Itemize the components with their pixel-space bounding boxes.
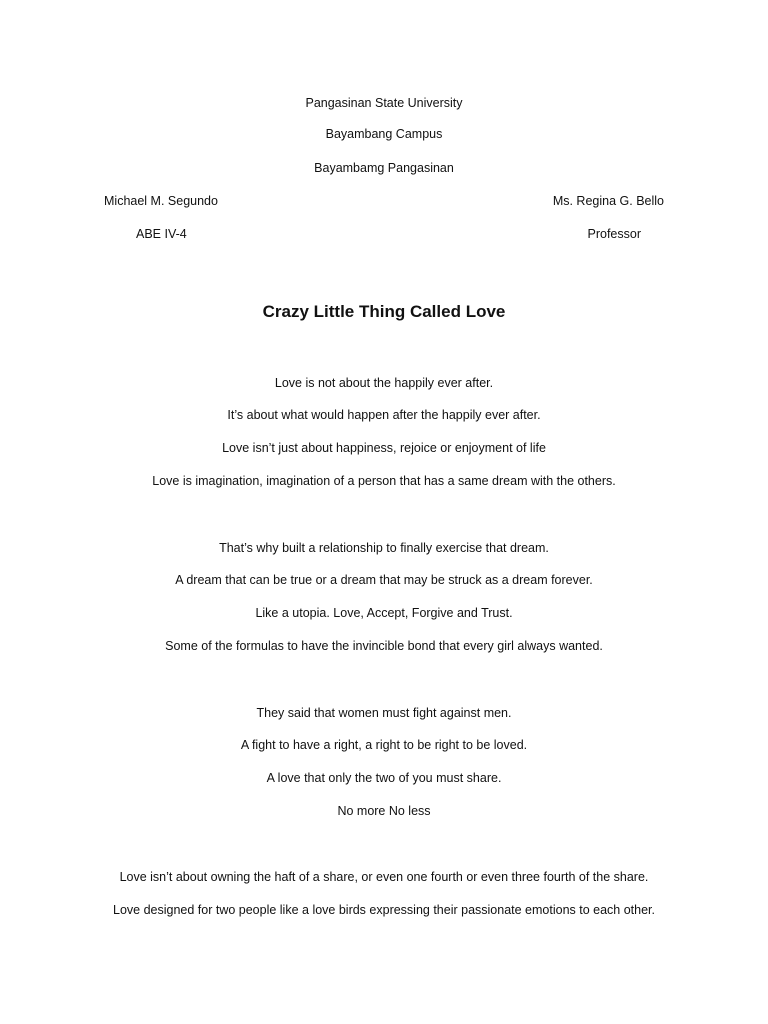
document-title: Crazy Little Thing Called Love <box>262 302 506 321</box>
poem-line: They said that women must fight against men. <box>256 706 512 720</box>
poem-line: A love that only the two of you must share. <box>266 771 502 785</box>
university-name: Pangasinan State University <box>305 96 463 110</box>
poem-line: Love isn’t just about happiness, rejoice or enjoyment of life <box>222 441 546 455</box>
poem-line: Love designed for two people like a love birds expressing their passionate emotions to each other. <box>113 903 655 917</box>
poem-line: Love is imagination, imagination of a person that has a same dream with the others. <box>152 474 616 488</box>
poem-line: Some of the formulas to have the invincible bond that every girl always wanted. <box>165 639 603 653</box>
poem-line: A fight to have a right, a right to be right to be loved. <box>240 738 528 752</box>
student-section: ABE IV-4 <box>136 227 187 241</box>
poem-line: It’s about what would happen after the happily ever after. <box>227 408 541 422</box>
student-name: Michael M. Segundo <box>104 194 218 208</box>
poem-line: No more No less <box>337 804 431 818</box>
poem-line: That’s why built a relationship to finally exercise that dream. <box>219 541 549 555</box>
poem-line: Like a utopia. Love, Accept, Forgive and Trust. <box>255 606 513 620</box>
professor-role: Professor <box>587 227 641 241</box>
campus-location: Bayambamg Pangasinan <box>314 161 454 175</box>
poem-line: Love is not about the happily ever after. <box>274 376 494 390</box>
professor-name: Ms. Regina G. Bello <box>552 194 664 208</box>
poem-line: A dream that can be true or a dream that may be struck as a dream forever. <box>175 573 593 587</box>
poem-line: Love isn’t about owning the haft of a share, or even one fourth or even three fourth of the share. <box>119 870 649 884</box>
campus-name: Bayambang Campus <box>325 127 443 141</box>
